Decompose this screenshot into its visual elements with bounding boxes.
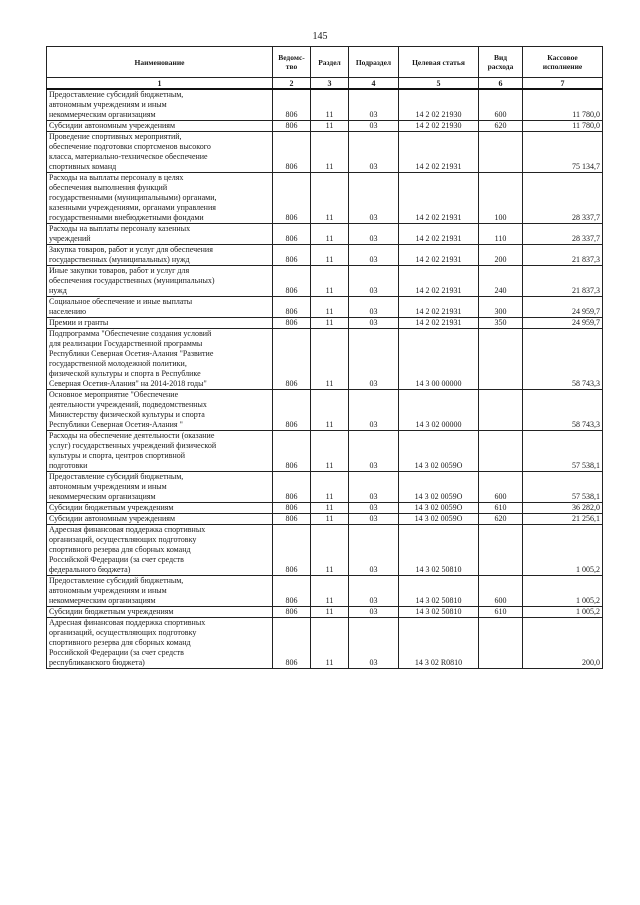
table-row [47, 503, 603, 514]
budget-table [46, 46, 603, 669]
row-expense-type: 620 [479, 121, 523, 132]
row-expense-type [479, 132, 523, 173]
row-name: Адресная финансовая поддержка спортивных организаций, осуществляющих подготовку спортивного резерва для сборных команд Российской Федерации (за счет средств республиканского бюджета) [47, 618, 273, 669]
row-target-article: 14 3 02 50810 [399, 525, 479, 576]
row-expense-type: 610 [479, 607, 523, 618]
row-target-article: 14 2 02 21931 [399, 318, 479, 329]
row-section: 11 [311, 132, 349, 173]
table-row [47, 390, 603, 431]
row-cash-execution: 11 780,0 [523, 89, 603, 121]
row-section: 11 [311, 245, 349, 266]
row-subsection: 03 [349, 514, 399, 525]
row-target-article: 14 2 02 21930 [399, 121, 479, 132]
table-row [47, 318, 603, 329]
row-expense-type: 240 [479, 266, 523, 297]
row-expense-type: 300 [479, 297, 523, 318]
column-number: 5 [399, 78, 479, 90]
row-cash-execution: 21 837,3 [523, 245, 603, 266]
row-cash-execution: 24 959,7 [523, 318, 603, 329]
row-section: 11 [311, 431, 349, 472]
row-department: 806 [273, 525, 311, 576]
column-number: 7 [523, 78, 603, 90]
row-name: Социальное обеспечение и иные выплаты населению [47, 297, 273, 318]
table-row [47, 525, 603, 576]
header-target-article: Целевая статья [399, 47, 479, 78]
row-name: Адресная финансовая поддержка спортивных организаций, осуществляющих подготовку спортивного резерва для сборных команд Российской Федерации (за счет средств федерального бюджета) [47, 525, 273, 576]
header-row [47, 47, 603, 78]
column-number: 1 [47, 78, 273, 90]
row-section: 11 [311, 266, 349, 297]
row-expense-type: 600 [479, 89, 523, 121]
table-row [47, 514, 603, 525]
table-row [47, 472, 603, 503]
table-row [47, 266, 603, 297]
row-subsection: 03 [349, 503, 399, 514]
header-cash-execution: Кассовое исполнение [523, 47, 603, 78]
row-cash-execution: 28 337,7 [523, 224, 603, 245]
row-subsection: 03 [349, 472, 399, 503]
column-number: 2 [273, 78, 311, 90]
row-cash-execution: 58 743,3 [523, 390, 603, 431]
row-name: Проведение спортивных мероприятий, обеспечение подготовки спортсменов высокого класса, материально-техническое обеспечение спортивных команд [47, 132, 273, 173]
row-cash-execution: 75 134,7 [523, 132, 603, 173]
row-expense-type: 100 [479, 173, 523, 224]
row-department: 806 [273, 89, 311, 121]
table-row [47, 431, 603, 472]
row-section: 11 [311, 224, 349, 245]
row-subsection: 03 [349, 607, 399, 618]
row-cash-execution: 58 743,3 [523, 329, 603, 390]
row-section: 11 [311, 503, 349, 514]
row-name: Субсидии автономным учреждениям [47, 121, 273, 132]
row-department: 806 [273, 618, 311, 669]
row-subsection: 03 [349, 224, 399, 245]
row-name: Предоставление субсидий бюджетным, автономным учреждениям и иным некоммерческим организациям [47, 472, 273, 503]
row-department: 806 [273, 431, 311, 472]
row-section: 11 [311, 607, 349, 618]
table-row [47, 245, 603, 266]
row-cash-execution: 21 837,3 [523, 266, 603, 297]
column-number: 3 [311, 78, 349, 90]
row-section: 11 [311, 173, 349, 224]
row-section: 11 [311, 525, 349, 576]
row-name: Расходы на выплаты персоналу казенных учреждений [47, 224, 273, 245]
table-row [47, 618, 603, 669]
row-target-article: 14 3 02 50810 [399, 607, 479, 618]
row-section: 11 [311, 472, 349, 503]
row-department: 806 [273, 318, 311, 329]
column-number: 4 [349, 78, 399, 90]
row-cash-execution: 11 780,0 [523, 121, 603, 132]
row-section: 11 [311, 89, 349, 121]
row-target-article: 14 3 02 00000 [399, 390, 479, 431]
row-expense-type [479, 329, 523, 390]
header-department: Ведомс- тво [273, 47, 311, 78]
row-cash-execution: 28 337,7 [523, 173, 603, 224]
row-expense-type [479, 431, 523, 472]
row-target-article: 14 2 02 21931 [399, 224, 479, 245]
row-section: 11 [311, 121, 349, 132]
row-target-article: 14 3 02 0059О [399, 514, 479, 525]
header-expense-type: Вид расхода [479, 47, 523, 78]
row-expense-type: 110 [479, 224, 523, 245]
row-subsection: 03 [349, 431, 399, 472]
row-name: Субсидии автономным учреждениям [47, 514, 273, 525]
row-name: Основное мероприятие "Обеспечение деятельности учреждений, подведомственных Министерству физической культуры и спорта Республики Северная Осетия-Алания " [47, 390, 273, 431]
row-subsection: 03 [349, 266, 399, 297]
row-cash-execution: 21 256,1 [523, 514, 603, 525]
row-target-article: 14 2 02 21931 [399, 266, 479, 297]
row-department: 806 [273, 132, 311, 173]
table-row [47, 576, 603, 607]
row-target-article: 14 2 02 21931 [399, 245, 479, 266]
row-subsection: 03 [349, 173, 399, 224]
row-target-article: 14 3 02 50810 [399, 576, 479, 607]
row-target-article: 14 3 02 0059О [399, 472, 479, 503]
row-department: 806 [273, 514, 311, 525]
row-subsection: 03 [349, 329, 399, 390]
row-subsection: 03 [349, 576, 399, 607]
header-subsection: Подраздел [349, 47, 399, 78]
table-row [47, 224, 603, 245]
row-cash-execution: 1 005,2 [523, 607, 603, 618]
row-expense-type: 350 [479, 318, 523, 329]
row-name: Иные закупки товаров, работ и услуг для обеспечения государственных (муниципальных) нужд [47, 266, 273, 297]
table-row [47, 297, 603, 318]
row-department: 806 [273, 266, 311, 297]
table-row [47, 607, 603, 618]
row-target-article: 14 3 02 0059О [399, 431, 479, 472]
row-target-article: 14 3 00 00000 [399, 329, 479, 390]
row-department: 806 [273, 297, 311, 318]
row-expense-type: 620 [479, 514, 523, 525]
row-section: 11 [311, 576, 349, 607]
row-expense-type [479, 390, 523, 431]
header-name: Наименование [47, 47, 273, 78]
row-subsection: 03 [349, 525, 399, 576]
row-target-article: 14 3 02 0059О [399, 503, 479, 514]
row-target-article: 14 2 02 21931 [399, 173, 479, 224]
row-name: Субсидии бюджетным учреждениям [47, 607, 273, 618]
row-expense-type [479, 618, 523, 669]
row-subsection: 03 [349, 89, 399, 121]
row-name: Подпрограмма "Обеспечение создания условий для реализации Государственной программы Республики Северная Осетия-Алания "Развитие государственной молодежной политики, физической культуры и спорта в Республике Северная Осетия-Алания" на 2014-2018 годы" [47, 329, 273, 390]
row-department: 806 [273, 390, 311, 431]
row-expense-type: 610 [479, 503, 523, 514]
row-subsection: 03 [349, 318, 399, 329]
row-cash-execution: 200,0 [523, 618, 603, 669]
row-department: 806 [273, 224, 311, 245]
row-department: 806 [273, 329, 311, 390]
row-cash-execution: 57 538,1 [523, 472, 603, 503]
row-expense-type: 600 [479, 576, 523, 607]
row-name: Предоставление субсидий бюджетным, автономным учреждениям и иным некоммерческим организациям [47, 89, 273, 121]
row-cash-execution: 57 538,1 [523, 431, 603, 472]
row-name: Премии и гранты [47, 318, 273, 329]
row-department: 806 [273, 245, 311, 266]
row-name: Закупка товаров, работ и услуг для обеспечения государственных (муниципальных) нужд [47, 245, 273, 266]
row-name: Расходы на выплаты персоналу в целях обеспечения выполнения функций государственными (муниципальными) органами, казенными учреждениями, органами управления государственными внебюджетными фондами [47, 173, 273, 224]
row-cash-execution: 1 005,2 [523, 525, 603, 576]
row-section: 11 [311, 318, 349, 329]
row-subsection: 03 [349, 390, 399, 431]
row-name: Субсидии бюджетным учреждениям [47, 503, 273, 514]
table-row [47, 121, 603, 132]
table-row [47, 329, 603, 390]
table-row [47, 173, 603, 224]
row-name: Предоставление субсидий бюджетным, автономным учреждениям и иным некоммерческим организациям [47, 576, 273, 607]
table-body [47, 89, 603, 669]
row-section: 11 [311, 514, 349, 525]
row-cash-execution: 24 959,7 [523, 297, 603, 318]
row-cash-execution: 1 005,2 [523, 576, 603, 607]
page-number: 145 [312, 31, 328, 42]
row-section: 11 [311, 329, 349, 390]
row-section: 11 [311, 390, 349, 431]
row-target-article: 14 2 02 21930 [399, 89, 479, 121]
row-department: 806 [273, 503, 311, 514]
row-expense-type: 200 [479, 245, 523, 266]
column-number: 6 [479, 78, 523, 90]
row-expense-type [479, 525, 523, 576]
row-department: 806 [273, 576, 311, 607]
header-section: Раздел [311, 47, 349, 78]
row-section: 11 [311, 297, 349, 318]
table-row [47, 132, 603, 173]
row-subsection: 03 [349, 132, 399, 173]
table-row [47, 89, 603, 121]
row-section: 11 [311, 618, 349, 669]
row-department: 806 [273, 607, 311, 618]
row-expense-type: 600 [479, 472, 523, 503]
row-target-article: 14 2 02 21931 [399, 297, 479, 318]
row-subsection: 03 [349, 618, 399, 669]
row-cash-execution: 36 282,0 [523, 503, 603, 514]
row-department: 806 [273, 121, 311, 132]
row-target-article: 14 2 02 21931 [399, 132, 479, 173]
row-subsection: 03 [349, 297, 399, 318]
row-department: 806 [273, 472, 311, 503]
row-name: Расходы на обеспечение деятельности (оказание услуг) государственных учреждений физической культуры и спорта, центров спортивной подготовки [47, 431, 273, 472]
row-department: 806 [273, 173, 311, 224]
column-number-row [47, 78, 603, 90]
row-target-article: 14 3 02 R0810 [399, 618, 479, 669]
row-subsection: 03 [349, 121, 399, 132]
row-subsection: 03 [349, 245, 399, 266]
